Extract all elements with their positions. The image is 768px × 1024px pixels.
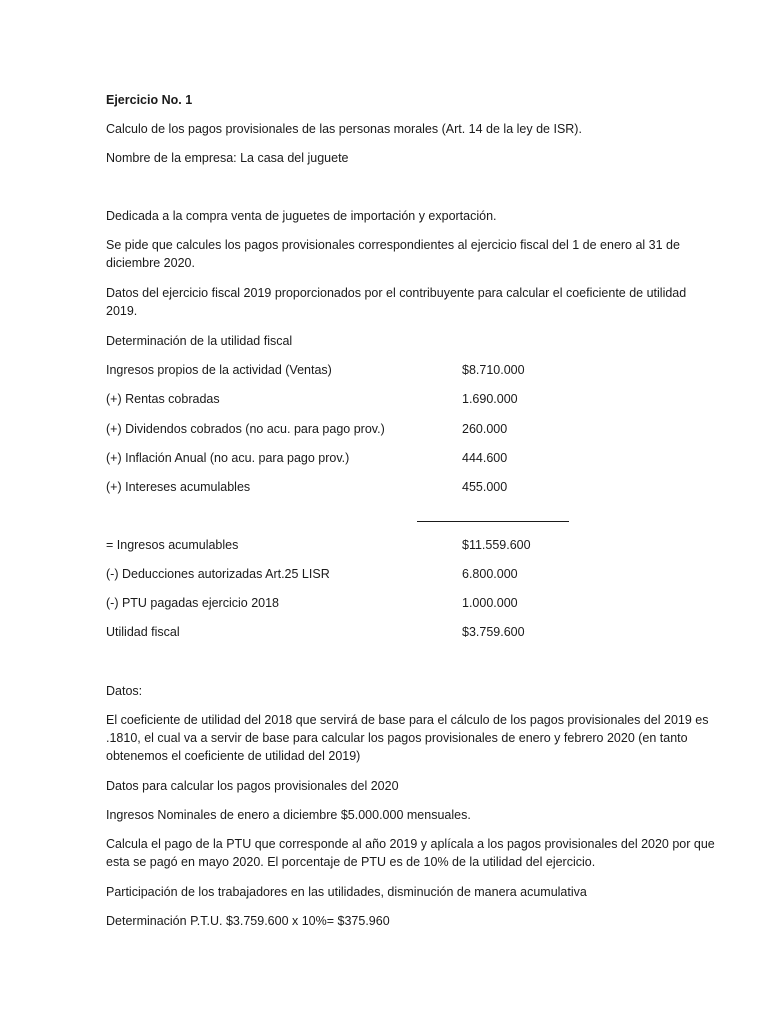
row-label: (+) Inflación Anual (no acu. para pago prov.) <box>106 451 350 465</box>
row-label: (+) Rentas cobradas <box>106 392 220 406</box>
table-row <box>106 478 666 496</box>
row-label: = Ingresos acumulables <box>106 538 239 552</box>
paragraph-ptu-participation: Participación de los trabajadores en las utilidades, disminución de manera acumulativa <box>106 885 587 899</box>
paragraph-ptu-instruction: Calcula el pago de la PTU que corresponde al año 2019 y aplícala a los pagos provisionales del 2020 por que esta se pagó en mayo 2020. El porcentaje de PTU es de 10% de la utilidad del ejercicio. <box>106 837 715 869</box>
table-row <box>106 565 666 583</box>
exercise-title: Ejercicio No. 1 <box>106 93 193 107</box>
paragraph-nominal-income: Ingresos Nominales de enero a diciembre $5.000.000 mensuales. <box>106 808 471 822</box>
paragraph-coefficient: El coeficiente de utilidad del 2018 que servirá de base para el cálculo de los pagos provisionales del 2019 es .1810, el cual va a servir de base para calcular los pagos provisionales de enero y febrero 2020 (en tanto obtenemos el coeficiente de utilidad del 2019) <box>106 713 709 763</box>
row-label: Utilidad fiscal <box>106 625 180 639</box>
table-row <box>106 594 666 612</box>
table-row <box>106 420 666 438</box>
row-value: $11.559.600 <box>462 538 531 552</box>
paragraph-instruction: Se pide que calcules los pagos provisionales correspondientes al ejercicio fiscal del 1 de enero al 31 de diciembre 2020. <box>106 238 680 270</box>
row-value: 1.000.000 <box>462 596 518 610</box>
paragraph-subject: Calculo de los pagos provisionales de las personas morales (Art. 14 de la ley de ISR). <box>106 122 582 136</box>
table-row <box>106 361 666 379</box>
row-value: $8.710.000 <box>462 363 525 377</box>
row-value: 260.000 <box>462 422 508 436</box>
row-label: (+) Dividendos cobrados (no acu. para pago prov.) <box>106 422 385 436</box>
row-label: Ingresos propios de la actividad (Ventas) <box>106 363 332 377</box>
paragraph-ptu-determination: Determinación P.T.U. $3.759.600 x 10%= $375.960 <box>106 914 390 928</box>
paragraph-data-2020: Datos para calcular los pagos provisionales del 2020 <box>106 779 399 793</box>
row-value: 444.600 <box>462 451 508 465</box>
paragraph-data-2019: Datos del ejercicio fiscal 2019 proporcionados por el contribuyente para calcular el coeficiente de utilidad 2019. <box>106 286 687 318</box>
table-row <box>106 623 666 641</box>
paragraph-company-name: Nombre de la empresa: La casa del juguete <box>106 151 349 165</box>
row-value: 455.000 <box>462 480 508 494</box>
row-value: 6.800.000 <box>462 567 518 581</box>
paragraph-activity: Dedicada a la compra venta de juguetes de importación y exportación. <box>106 209 497 223</box>
row-value: 1.690.000 <box>462 392 518 406</box>
paragraph-determination-heading: Determinación de la utilidad fiscal <box>106 334 293 348</box>
row-label: (+) Intereses acumulables <box>106 480 251 494</box>
row-label: (-) PTU pagadas ejercicio 2018 <box>106 596 279 610</box>
row-value: $3.759.600 <box>462 625 525 639</box>
row-label: (-) Deducciones autorizadas Art.25 LISR <box>106 567 330 581</box>
table-row <box>106 536 666 554</box>
table-row <box>106 449 666 467</box>
sum-rule <box>417 521 569 522</box>
paragraph-datos-heading: Datos: <box>106 684 143 698</box>
table-row <box>106 390 666 408</box>
